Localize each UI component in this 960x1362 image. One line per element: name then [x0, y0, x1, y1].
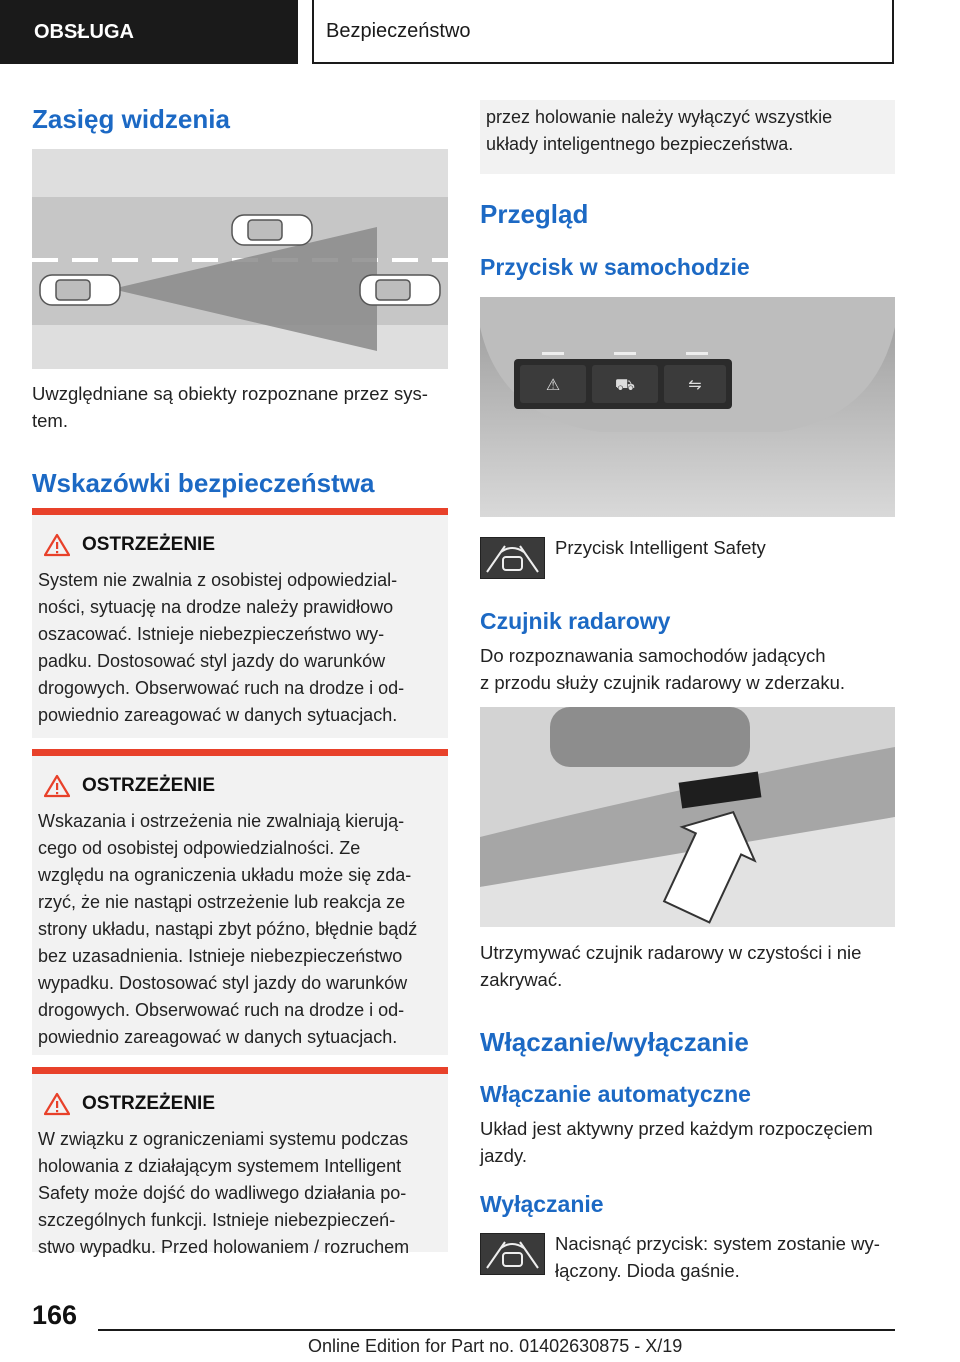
warning-text: Wskazania i ostrzeżenia nie zwalniają kierują- cego od osobistej odpowiedzialności. Ze względu na ograniczenia układu może się zda- rzyć, że nie nastąpi ostrzeżenie lub reakcja ze strony układu, nastąpi zbyt późno, błędnie bądź bez uzasadnienia. Istnieje niebezpieczeństwo wypadku. Dostosować styl jazdy do warunków drogowych. Obserwować ruch na drodze i od- powiednio zareagować w danych sytuacjach.: [38, 811, 418, 1047]
warning-text: System nie zwalnia z osobistej odpowiedzial- ności, sytuację na drodze należy prawidłowo oszacować. Istnieje niebezpieczeństwo wy- padku. Dostosować styl jazdy do warunków drogowych. Obserwować ruch na drodze i od- powiednio zareagować w danych sytuacjach.: [38, 570, 405, 725]
svg-text:⇋: ⇋: [688, 375, 702, 394]
warning-box: [32, 508, 448, 738]
radar-photo: [480, 707, 895, 927]
heading-button: Przycisk w samochodzie: [480, 254, 750, 280]
car-left: [40, 275, 120, 305]
intelligent-safety-button-icon: [480, 1233, 545, 1275]
car-right: [360, 275, 440, 305]
chapter-tab: [312, 0, 894, 64]
warning-box: [32, 749, 448, 1055]
warning-title: [42, 533, 215, 557]
auto-text: Układ jest aktywny przed każdym rozpoczęciem jazdy.: [480, 1118, 873, 1166]
heading-onoff: Włączanie/wyłączanie: [480, 1027, 749, 1057]
warning-triangle-icon: [44, 1092, 70, 1116]
section-tab: [0, 0, 298, 64]
heading-off: Wyłączanie: [480, 1191, 604, 1217]
edition-text: Online Edition for Part no. 01402630875 - X/19: [308, 1336, 683, 1356]
warning-box: [32, 1067, 448, 1257]
button-photo: [480, 297, 895, 517]
car-top: [232, 215, 312, 245]
radar-caption: Utrzymywać czujnik radarowy w czystości i nie zakrywać.: [480, 942, 862, 990]
svg-text:⚠: ⚠: [545, 375, 561, 394]
svg-text:⛟: ⛟: [614, 375, 636, 394]
intelligent-safety-button-icon: [480, 537, 545, 579]
button-label: Przycisk Intelligent Safety: [555, 537, 766, 558]
heading-range: Zasięg widzenia: [32, 104, 230, 134]
heading-safety: Wskazówki bezpieczeństwa: [32, 468, 375, 498]
radar-text: Do rozpoznawania samochodów jadących z przodu służy czujnik radarowy w zderzaku.: [480, 645, 846, 693]
heading-radar: Czujnik radarowy: [480, 608, 671, 634]
range-illustration: [32, 149, 448, 369]
warning-title: [42, 1092, 215, 1116]
warning-title: [42, 774, 215, 798]
warning-triangle-icon: [44, 533, 70, 557]
section-title: OBSŁUGA: [34, 20, 134, 43]
chapter-title: Bezpieczeństwo: [326, 19, 471, 42]
warning-continuation-text: przez holowanie należy wyłączyć wszystkie układy inteligentnego bezpieczeństwa.: [486, 107, 833, 154]
off-text: Nacisnąć przycisk: system zostanie wy- łączony. Dioda gaśnie.: [555, 1233, 880, 1281]
warning-title-text: OSTRZEŻENIE: [82, 534, 216, 555]
warning-text: W związku z ograniczeniami systemu podczas holowania z działającym systemem Intelligent Safety może dojść do wadliwego działania po- szczególnych funkcji. Istnieje niebezpieczeń- stwo wypadku. Przed holowaniem / rozruchem: [38, 1129, 410, 1257]
warning-title-text: OSTRZEŻENIE: [82, 1093, 216, 1114]
warning-title-text: OSTRZEŻENIE: [82, 775, 216, 796]
page-number: 166: [32, 1300, 78, 1330]
footer-divider: [98, 1329, 895, 1331]
heading-overview: Przegląd: [480, 199, 589, 229]
range-caption: Uwzględniane są obiekty rozpoznane przez sys- tem.: [32, 383, 428, 431]
warning-triangle-icon: [44, 774, 70, 798]
warning-continuation-box: [480, 100, 895, 174]
heading-auto: Włączanie automatyczne: [480, 1081, 751, 1107]
